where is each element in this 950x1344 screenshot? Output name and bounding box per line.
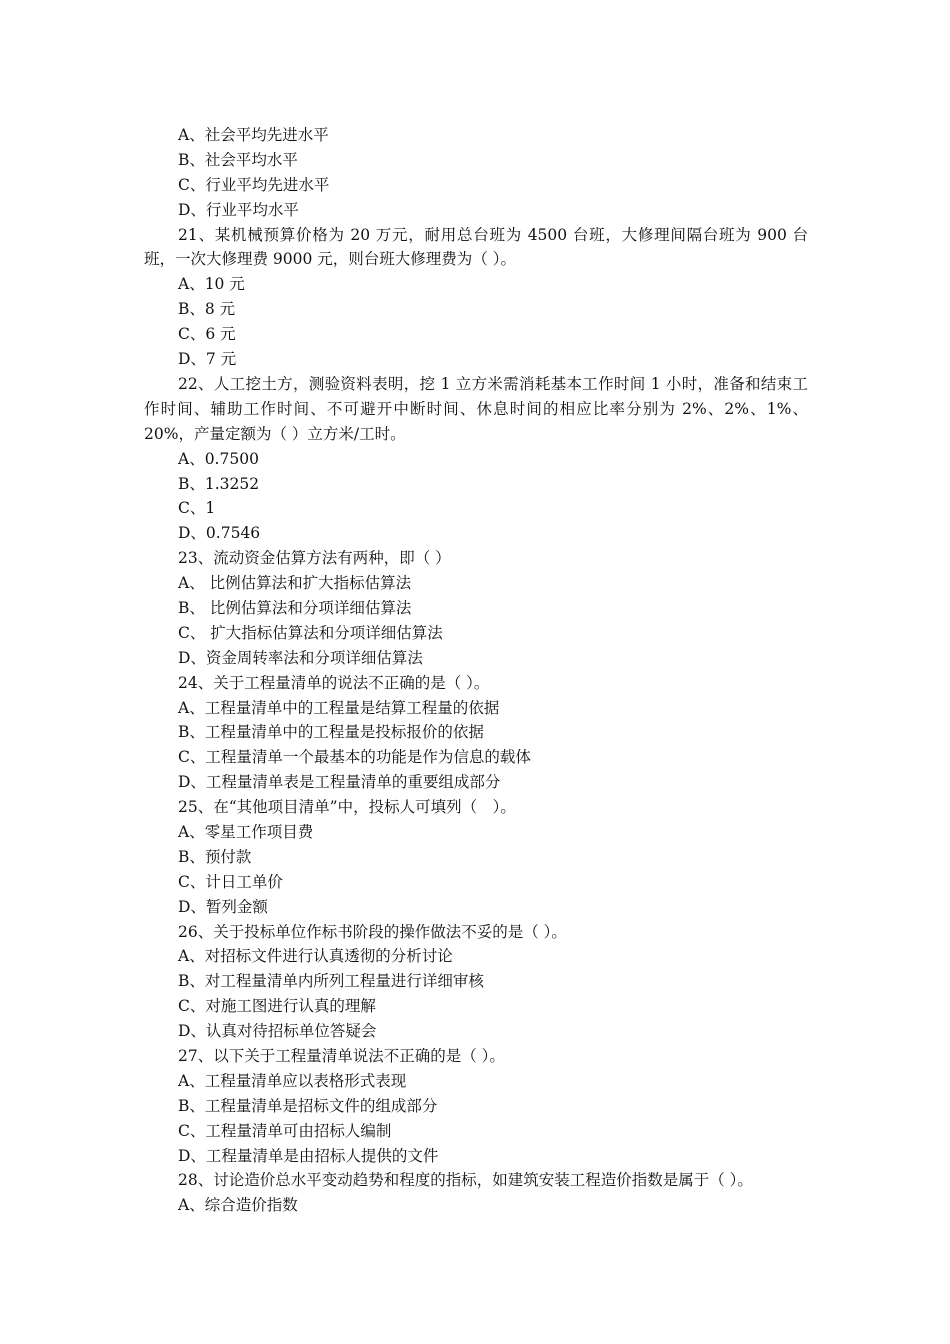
question-22: 22、人工挖土方，测验资料表明，挖 1 立方米需消耗基本工作时间 1 小时，准备和结束工作时间、辅助工作时间、不可避开中断时间、休息时间的相应比率分别为 2%、2%、1%、20%，产量定额为（ ）立方米/工时。 — [144, 374, 808, 443]
q23-option-d: D、资金周转率法和分项详细估算法 — [178, 648, 423, 667]
question-23: 23、流动资金估算方法有两种，即（ ） — [178, 549, 451, 568]
q24-option-a: A、工程量清单中的工程量是结算工程量的依据 — [178, 698, 500, 717]
q26-option-d: D、认真对待招标单位答疑会 — [178, 1022, 377, 1041]
question-28: 28、讨论造价总水平变动趋势和程度的指标，如建筑安装工程造价指数是属于（ ）。 — [178, 1171, 753, 1190]
q22-option-b: B、1.3252 — [178, 474, 260, 493]
q21-option-b: B、8 元 — [178, 300, 236, 319]
q21-option-d: D、7 元 — [178, 350, 237, 369]
q21-option-a: A、10 元 — [178, 275, 245, 294]
q23-option-c: C、 扩大指标估算法和分项详细估算法 — [178, 623, 443, 642]
option-b: B、社会平均水平 — [178, 150, 298, 169]
q24-option-b: B、工程量清单中的工程量是投标报价的依据 — [178, 723, 484, 742]
q25-option-d: D、暂列金额 — [178, 897, 268, 916]
option-a: A、社会平均先进水平 — [178, 126, 329, 144]
q26-option-a: A、对招标文件进行认真透彻的分析讨论 — [178, 947, 453, 966]
question-21: 21、某机械预算价格为 20 万元，耐用总台班为 4500 台班，大修理间隔台班为 900 台班，一次大修理费 9000 元，则台班大修理费为（ ）。 — [144, 225, 808, 269]
q27-option-c: C、工程量清单可由招标人编制 — [178, 1121, 392, 1140]
q25-option-c: C、计日工单价 — [178, 872, 283, 891]
q24-option-c: C、工程量清单一个最基本的功能是作为信息的载体 — [178, 748, 531, 767]
q22-option-d: D、0.7546 — [178, 524, 261, 543]
q22-option-a: A、0.7500 — [178, 449, 259, 468]
q21-option-c: C、6 元 — [178, 325, 236, 344]
q26-option-c: C、对施工图进行认真的理解 — [178, 997, 376, 1016]
q25-option-a: A、零星工作项目费 — [178, 823, 314, 842]
question-27: 27、以下关于工程量清单说法不正确的是（ ）。 — [178, 1047, 505, 1066]
q25-option-b: B、预付款 — [178, 847, 252, 866]
option-d: D、行业平均水平 — [178, 200, 299, 219]
q26-option-b: B、对工程量清单内所列工程量进行详细审核 — [178, 972, 484, 991]
question-24: 24、关于工程量清单的说法不正确的是（ ）。 — [178, 673, 490, 692]
q28-option-a: A、综合造价指数 — [178, 1196, 298, 1215]
q27-option-d: D、工程量清单是由招标人提供的文件 — [178, 1146, 439, 1165]
question-26: 26、关于投标单位作标书阶段的操作做法不妥的是（ ）。 — [178, 922, 567, 941]
q24-option-d: D、工程量清单表是工程量清单的重要组成部分 — [178, 773, 501, 792]
document-body — [144, 123, 808, 1218]
q23-option-a: A、 比例估算法和扩大指标估算法 — [178, 574, 412, 593]
q22-option-c: C、1 — [178, 499, 216, 518]
option-c: C、行业平均先进水平 — [178, 175, 330, 194]
q27-option-b: B、工程量清单是招标文件的组成部分 — [178, 1096, 438, 1115]
q23-option-b: B、 比例估算法和分项详细估算法 — [178, 599, 412, 617]
q27-option-a: A、工程量清单应以表格形式表现 — [178, 1071, 407, 1090]
question-25: 25、在“其他项目清单”中，投标人可填列（ ）。 — [178, 798, 516, 817]
